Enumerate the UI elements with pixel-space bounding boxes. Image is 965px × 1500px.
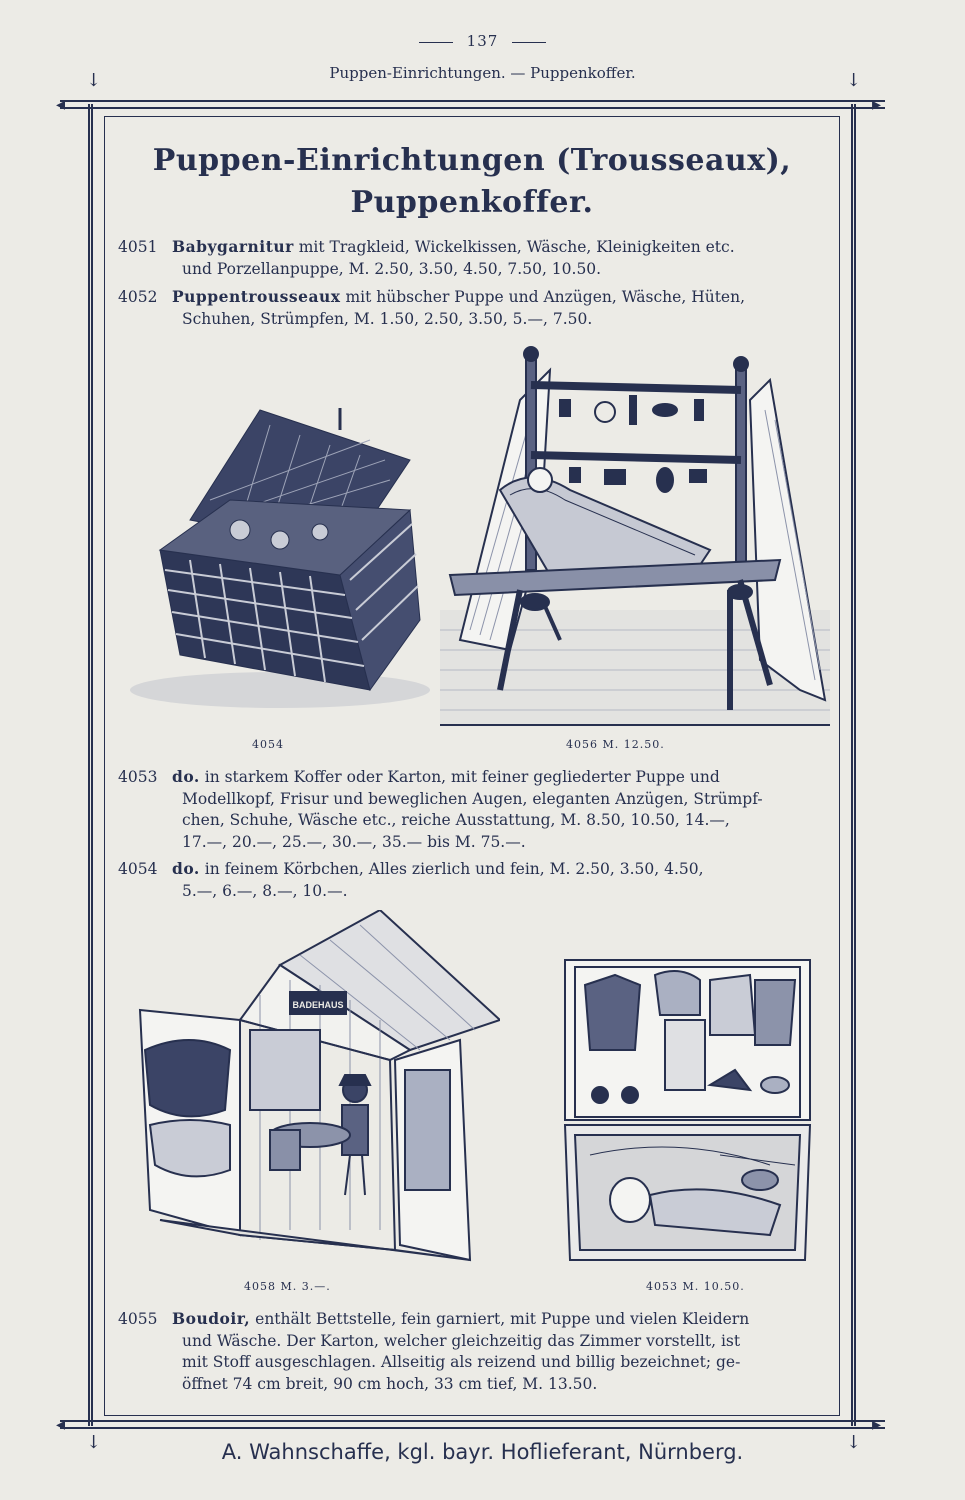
catalog-entry <box>118 1308 830 1395</box>
entry-name: Boudoir, <box>172 1309 251 1328</box>
figure-caption: 4058 M. 3.—. <box>244 1280 331 1293</box>
figure-caption: 4053 M. 10.50. <box>646 1280 745 1293</box>
entry-name: Babygarnitur <box>172 237 294 256</box>
entry-number: 4054 <box>118 860 158 878</box>
catalog-entry <box>118 858 830 902</box>
catalog-entry <box>118 236 830 280</box>
bathhouse-illustration <box>130 910 500 1265</box>
entry-text: mit hübscher Puppe und Anzügen, Wäsche, Hüten, <box>340 288 746 306</box>
badehaus-sign: BADEHAUS <box>292 1000 344 1010</box>
arrow-right-icon: ▸ <box>872 1414 882 1435</box>
frame-ornament-icon: ↓ <box>86 70 102 91</box>
page-subtitle: Puppenkoffer. <box>350 185 594 220</box>
entry-number: 4053 <box>118 768 158 786</box>
running-title: Puppen-Einrichtungen. — Puppenkoffer. <box>329 64 636 82</box>
entry-number: 4052 <box>118 288 158 306</box>
entry-text: Schuhen, Strümpfen, M. 1.50, 2.50, 3.50, 5.—, 7.50. <box>182 309 593 328</box>
entry-text: mit Tragkleid, Wickelkissen, Wäsche, Kleinigkeiten etc. <box>293 238 735 256</box>
entry-text: chen, Schuhe, Wäsche etc., reiche Ausstattung, M. 8.50, 10.50, 14.—, <box>182 811 730 829</box>
entry-text: 17.—, 20.—, 25.—, 30.—, 35.— bis M. 75.—. <box>182 832 526 851</box>
catalog-entry <box>118 766 830 853</box>
page-title: Puppen-Einrichtungen (Trousseaux), <box>152 143 792 178</box>
entry-text: und Wäsche. Der Karton, welcher gleichzeitig das Zimmer vorstellt, ist <box>182 1331 741 1350</box>
entry-name: do. <box>172 767 200 786</box>
entry-text: Modellkopf, Frisur und beweglichen Augen, eleganten Anzügen, Strümpf- <box>182 789 763 808</box>
page-number: 137 <box>0 32 965 50</box>
doll-bath-illustration <box>440 340 830 730</box>
entry-name: do. <box>172 859 200 878</box>
entry-number: 4051 <box>118 238 158 256</box>
arrow-left-icon: ◂ <box>56 94 66 115</box>
frame-ornament-icon: ↓ <box>846 1432 862 1453</box>
entry-name: Puppentrousseaux <box>172 287 341 306</box>
figure-caption: 4056 M. 12.50. <box>566 738 665 751</box>
arrow-left-icon: ◂ <box>56 1414 66 1435</box>
trousseau-box-illustration <box>560 955 815 1265</box>
entry-number: 4055 <box>118 1310 158 1328</box>
entry-text: in feinem Körbchen, Alles zierlich und fein, M. 2.50, 3.50, 4.50, <box>199 860 704 878</box>
entry-text: öffnet 74 cm breit, 90 cm hoch, 33 cm tief, M. 13.50. <box>182 1374 598 1393</box>
publisher-footer: A. Wahnschaffe, kgl. bayr. Hoflieferant, Nürnberg. <box>221 1440 744 1464</box>
entry-text: 5.—, 6.—, 8.—, 10.—. <box>182 881 348 900</box>
bottom-border-rule <box>60 1420 885 1429</box>
frame-ornament-icon: ↓ <box>86 1432 102 1453</box>
figure-caption: 4054 <box>252 738 284 751</box>
frame-ornament-icon: ↓ <box>846 70 862 91</box>
arrow-right-icon: ▸ <box>872 94 882 115</box>
entry-text: und Porzellanpuppe, M. 2.50, 3.50, 4.50, 7.50, 10.50. <box>182 259 602 278</box>
entry-text: in starkem Koffer oder Karton, mit feiner gegliederter Puppe und <box>199 768 720 786</box>
basket-illustration <box>130 400 430 720</box>
entry-text: mit Stoff ausgeschlagen. Allseitig als reizend und billig bezeichnet; ge- <box>182 1353 741 1371</box>
catalog-entry <box>118 286 830 330</box>
entry-text: enthält Bettstelle, fein garniert, mit Puppe und vielen Kleidern <box>250 1310 750 1328</box>
